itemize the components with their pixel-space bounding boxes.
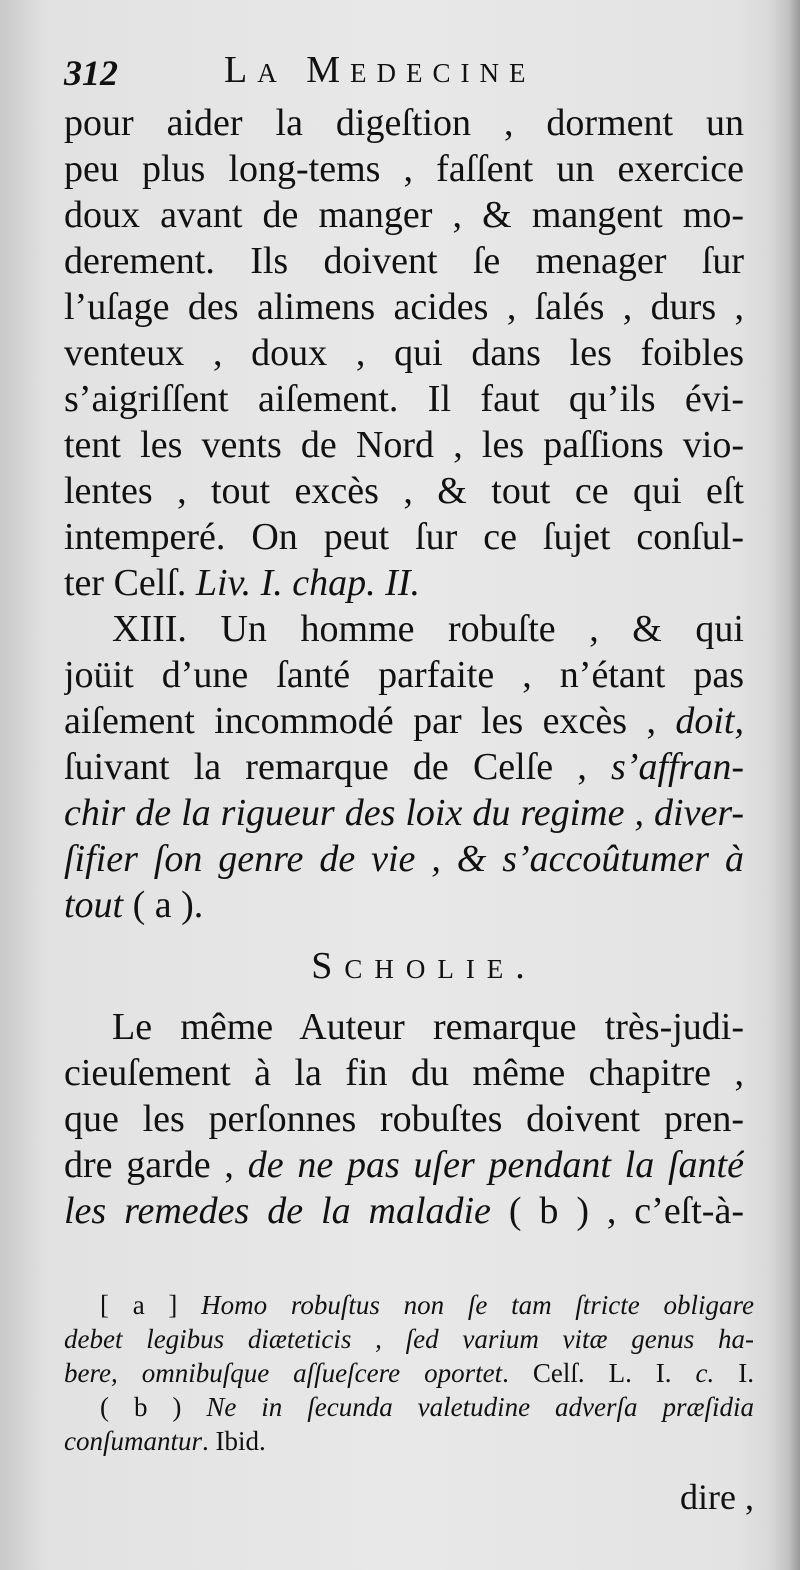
text-line bbox=[64, 330, 744, 376]
text-line bbox=[64, 146, 744, 192]
text-run: pour aider la digeſtion , dorment un bbox=[64, 102, 744, 144]
footnote-line bbox=[64, 1288, 754, 1322]
text-run: derement. Ils doivent ſe menager ſur bbox=[64, 240, 744, 282]
text-run-italic: les remedes de la maladie bbox=[64, 1190, 491, 1232]
text-run-italic: Homo robuſtus non ſe tam ſtricte obligare bbox=[201, 1290, 754, 1320]
text-line bbox=[64, 1096, 744, 1142]
text-run-italic: debet legibus diæteticis , ſed varium vitæ genus ha- bbox=[64, 1324, 754, 1354]
text-line bbox=[64, 1188, 744, 1234]
text-run: I. bbox=[714, 1358, 754, 1388]
text-line bbox=[64, 284, 744, 330]
text-line bbox=[64, 1050, 744, 1096]
text-line bbox=[64, 1004, 744, 1050]
text-line bbox=[64, 192, 744, 238]
footnote-line bbox=[64, 1356, 754, 1390]
page-gutter-shadow bbox=[770, 0, 800, 1570]
text-line bbox=[64, 698, 744, 744]
text-line bbox=[64, 836, 744, 882]
paragraph-1 bbox=[64, 100, 744, 606]
text-run: venteux , doux , qui dans les foibles bbox=[64, 332, 744, 374]
text-run: que les perſonnes robuſtes doivent pren- bbox=[64, 1098, 744, 1140]
text-run: peu plus long-tems , faſſent un exercice bbox=[64, 148, 744, 190]
text-line bbox=[64, 790, 744, 836]
text-line bbox=[64, 422, 744, 468]
footnote-line bbox=[64, 1322, 754, 1356]
text-run: ſuivant la remarque de Celſe , bbox=[64, 746, 611, 788]
text-run-italic: Liv. I. chap. II. bbox=[195, 562, 420, 604]
text-run-italic: doit, bbox=[675, 700, 744, 742]
text-run: aiſement incommodé par les excès , bbox=[64, 700, 676, 742]
text-run-italic: ſifier ſon genre de vie , & s’accoûtumer à bbox=[64, 838, 744, 880]
text-line bbox=[64, 560, 744, 606]
text-run: dre garde , bbox=[64, 1144, 248, 1186]
text-line bbox=[64, 652, 744, 698]
text-run-italic: chir de la rigueur des loix du regime , diver- bbox=[64, 792, 744, 834]
text-run: ter Celſ. bbox=[64, 562, 196, 604]
text-run-italic: s’affran- bbox=[611, 746, 744, 788]
text-run-italic: tout bbox=[64, 884, 124, 926]
scholie-heading: Scholie. bbox=[311, 945, 537, 987]
text-line bbox=[64, 882, 744, 928]
text-line bbox=[64, 514, 744, 560]
text-line bbox=[64, 606, 744, 652]
text-run: . Celſ. L. I. bbox=[502, 1358, 696, 1388]
text-run: [ a ] bbox=[100, 1290, 202, 1320]
running-head: La Medecine bbox=[224, 49, 536, 91]
footnote-line bbox=[64, 1390, 754, 1424]
text-run: lentes , tout excès , & tout ce qui eſt bbox=[64, 470, 744, 512]
text-run: . Ibid. bbox=[202, 1426, 266, 1456]
text-run-italic: conſumantur bbox=[64, 1426, 202, 1456]
text-run: intemperé. On peut ſur ce ſujet conſul- bbox=[64, 516, 744, 558]
main-text bbox=[64, 100, 744, 1234]
text-run: joüit d’une ſanté parfaite , n’étant pas bbox=[64, 654, 744, 696]
text-run-italic: de ne pas uſer pendant la ſanté bbox=[247, 1144, 744, 1186]
text-run: cieuſement à la fin du même chapitre , bbox=[64, 1052, 744, 1094]
paragraph-3 bbox=[64, 1004, 744, 1234]
text-run-italic: Ne in ſecunda valetudine adverſa præſidia bbox=[206, 1392, 754, 1422]
text-line bbox=[64, 468, 744, 514]
text-run: XIII. Un homme robuſte , & qui bbox=[112, 608, 744, 650]
text-run: doux avant de manger , & mangent mo- bbox=[64, 194, 744, 236]
text-run: tent les vents de Nord , les paſſions vio- bbox=[64, 424, 744, 466]
text-line bbox=[64, 1142, 744, 1188]
text-line bbox=[64, 744, 744, 790]
text-line bbox=[64, 238, 744, 284]
text-run: s’aigriſſent aiſement. Il faut qu’ils évi- bbox=[64, 378, 744, 420]
footnotes bbox=[64, 1288, 754, 1458]
text-run: Le même Auteur remarque très-judi- bbox=[112, 1006, 744, 1048]
page-number: 312 bbox=[64, 53, 118, 93]
catchword: dire , bbox=[680, 1477, 754, 1517]
page-header bbox=[64, 48, 744, 98]
text-line bbox=[64, 376, 744, 422]
text-run-italic: bere, omnibuſque aſſueſcere oportet bbox=[64, 1358, 503, 1388]
paragraph-2 bbox=[64, 606, 744, 928]
text-run: ( b ) bbox=[100, 1392, 207, 1422]
text-line bbox=[64, 100, 744, 146]
text-run: l’uſage des alimens acides , ſalés , durs , bbox=[64, 286, 744, 328]
text-run: ( a ). bbox=[123, 884, 204, 926]
footnote-line bbox=[64, 1424, 754, 1458]
text-run: ( b ) , c’eſt-à- bbox=[490, 1190, 744, 1232]
text-run-italic: c. bbox=[695, 1358, 715, 1388]
